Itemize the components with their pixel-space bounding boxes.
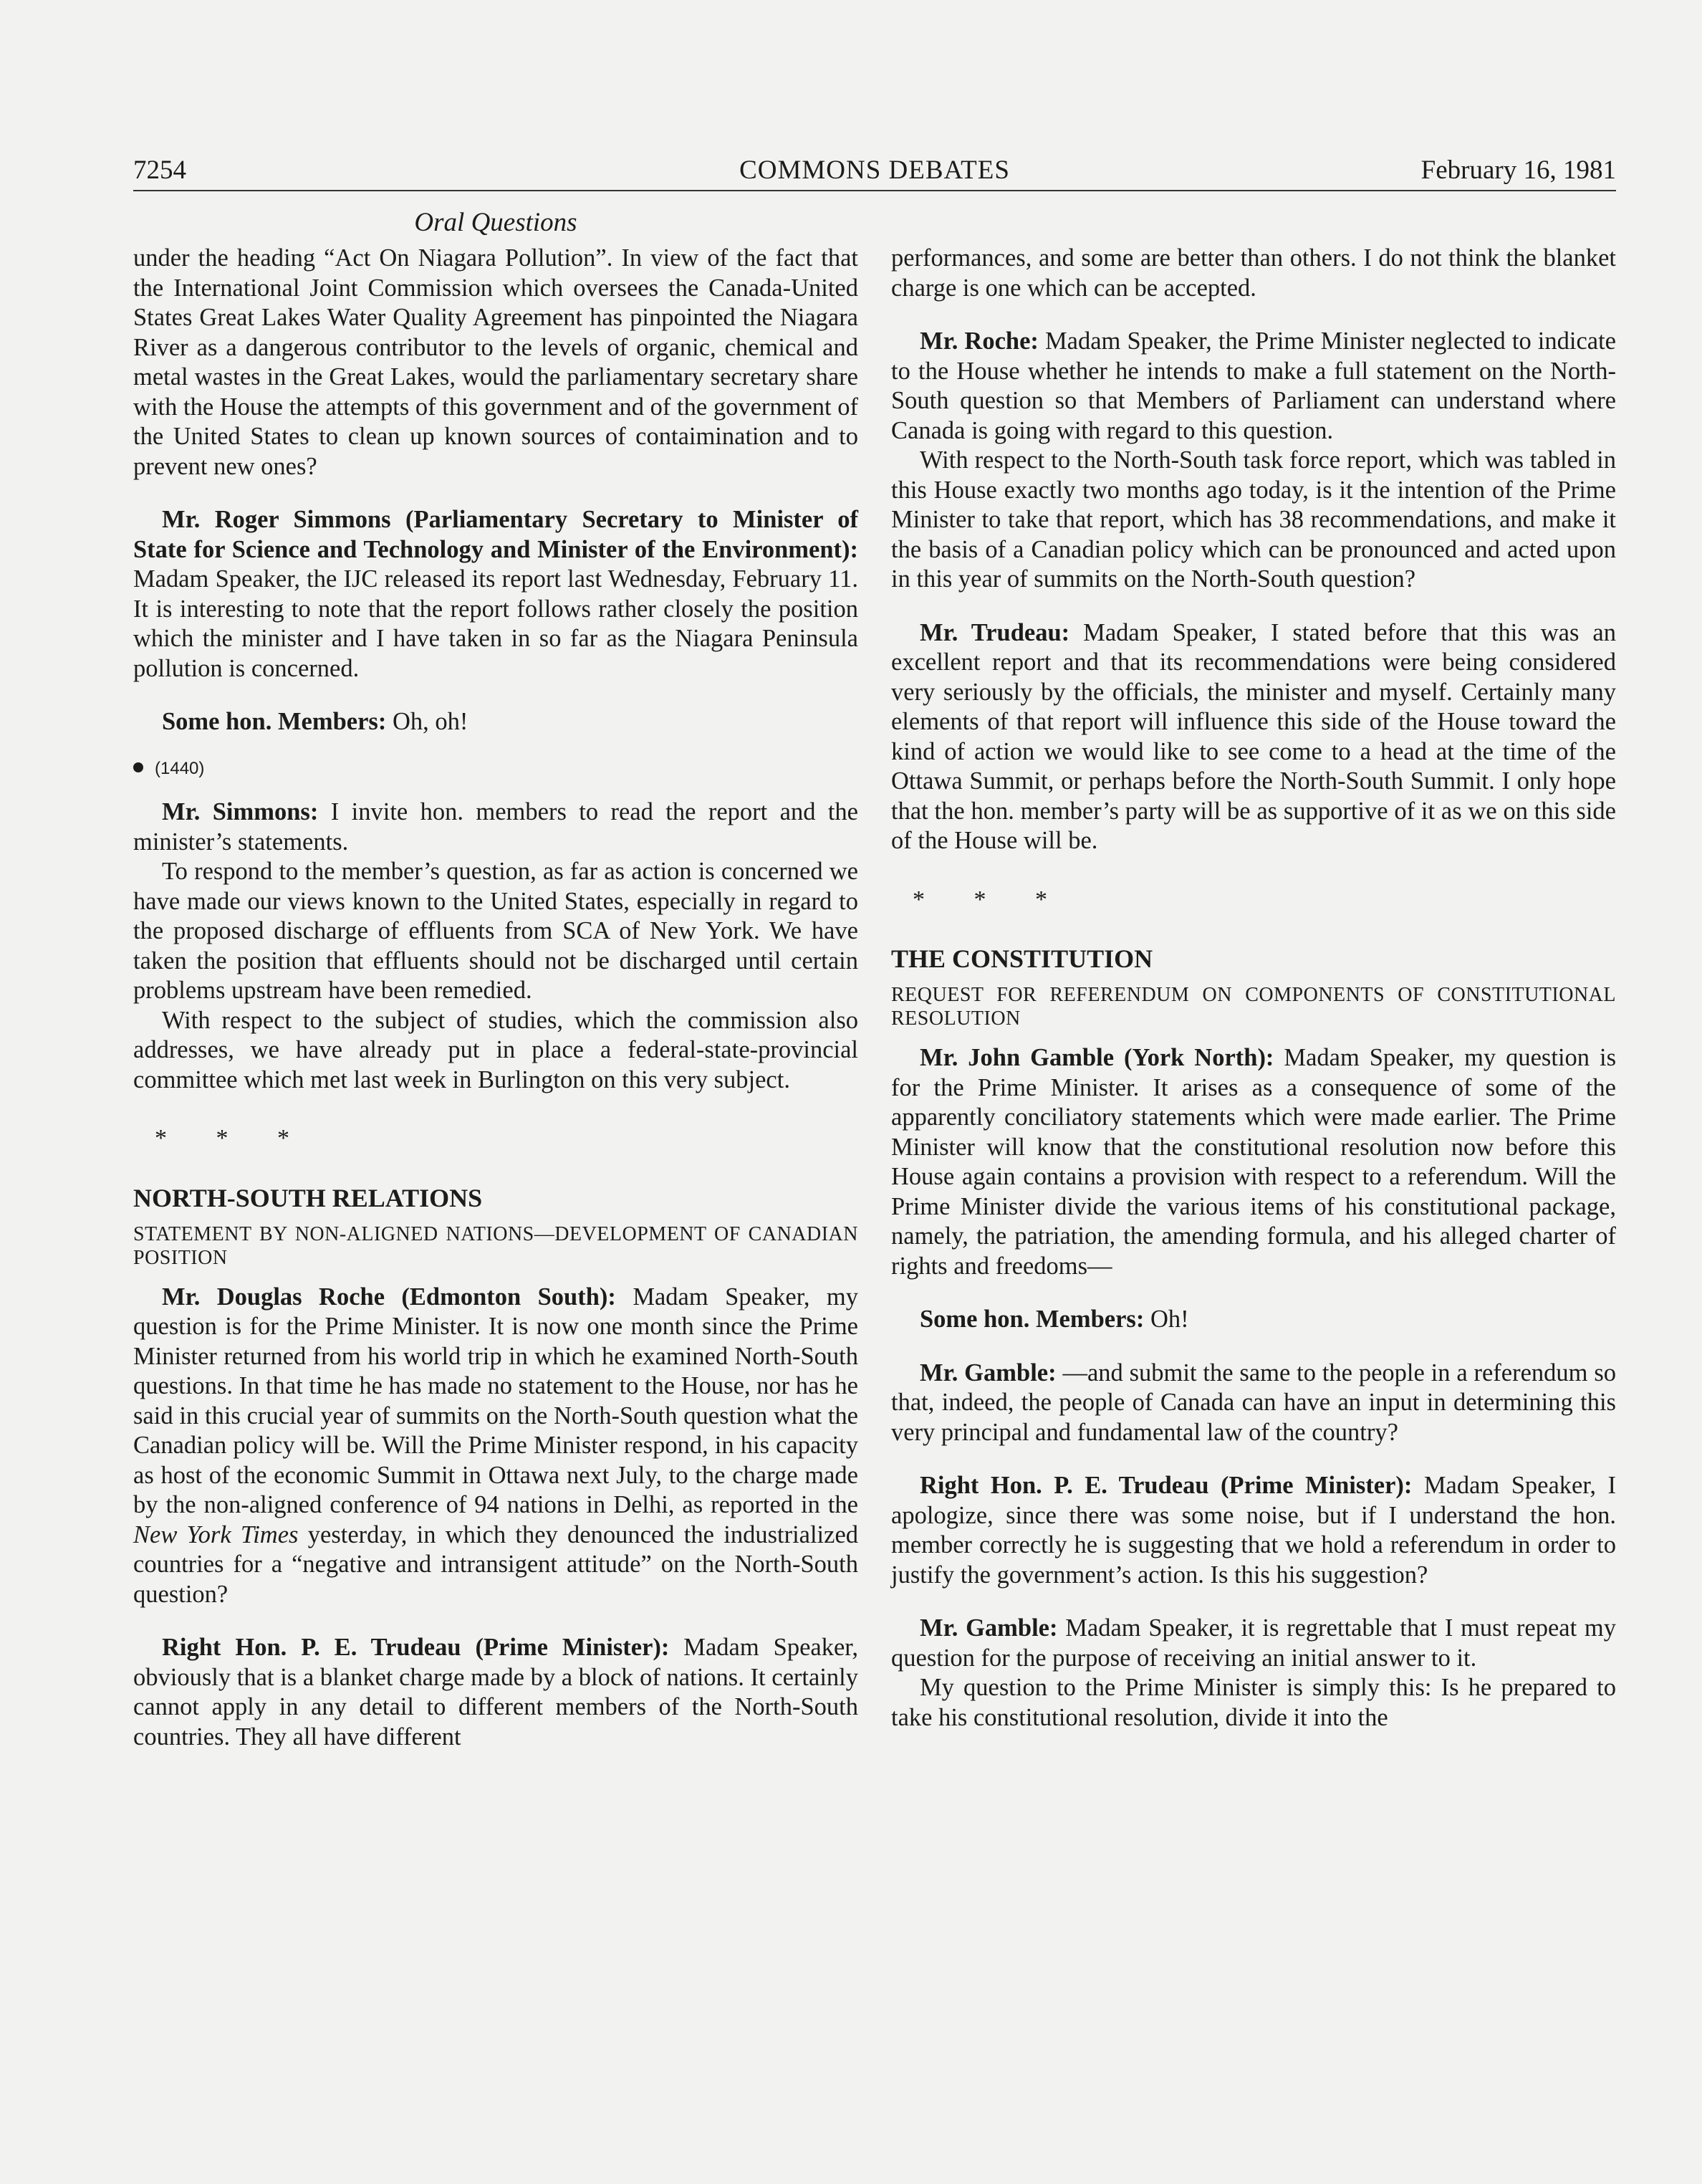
speech-roche [133,1283,858,1610]
speaker-name: Mr. Roche: [920,327,1039,355]
section-separator: * * * [913,886,1069,913]
speaker-name: Mr. Roger Simmons (Parliamentary Secretary to Minister of State for Science and Technology and Minister of the Environment): [133,506,858,563]
section-title: Oral Questions [414,208,577,237]
section-heading: NORTH-SOUTH RELATIONS [133,1183,483,1212]
speech-trudeau-2 [891,618,1616,856]
section-heading: THE CONSTITUTION [891,944,1153,973]
speech-trudeau-3 [891,1471,1616,1590]
speech-continuation: performances, and some are better than others. I do not think the blanket charge is one which can be accepted. [891,244,1616,302]
speech-text: Madam Speaker, the IJC released its report last Wednesday, February 11. It is interesting to note that the report follows rather closely the position which the minister and I have taken in so far as the Niagara Peninsula pollution is concerned. [133,565,858,682]
speech-text: Madam Speaker, it is regrettable that I must repeat my question for the purpose of receiving an initial answer to it. [891,1614,1617,1672]
speaker-name: Mr. Gamble: [920,1614,1058,1642]
speech-trudeau [133,1633,858,1752]
speech-text: Madam Speaker, I stated before that this was an excellent report and that its recommendations were being considered very seriously by the officials, the minister and myself. Certainly many elements of that report will influence this side of the House toward the kind of action we would like to see come to a head at the time of the Ottawa Summit, or perhaps before the North-South Summit. I only hope that the hon. member’s party will be as supportive of it as we on this side of the House will be. [891,618,1616,854]
header-rule [133,190,1616,191]
section-subheading: REQUEST FOR REFERENDUM ON COMPONENTS OF CONSTITUTIONAL RESOLUTION [891,984,1616,1030]
speech-gamble-3 [891,1614,1616,1673]
speaker-name: Some hon. Members: [920,1306,1145,1333]
speaker-name: Right Hon. P. E. Trudeau (Prime Minister): [162,1634,670,1661]
bullet-icon [133,762,143,772]
section-separator: * * * [155,1125,311,1151]
speaker-name: Mr. Trudeau: [920,618,1070,646]
speech-text: Madam Speaker, my question is for the Prime Minister. It is now one month since the Prime Minister returned from his world trip in which he examined North-South questions. In that time he has made no statement to the House, nor has he said in this crucial year of summits on the North-South question what the Canadian policy will be. Will the Prime Minister respond, in his capacity as host of the economic Summit in Ottawa next July, to the charge made by the non-aligned conference of 94 nations in Delhi, as reported in the [133,1283,858,1518]
paragraph-studies: With respect to the subject of studies, which the commission also addresses, we have already put in place a federal-state-provincial committee which met last week in Burlington on this very subject. [133,1006,858,1093]
speech-text: Madam Speaker, the Prime Minister neglected to indicate to the House whether he intends to make a full statement on the North-South question so that Members of Parliament can understand where Canada is going with regard to this question. [891,327,1616,444]
speech-gamble-2 [891,1359,1616,1448]
section-subheading: STATEMENT BY NON-ALIGNED NATIONS—DEVELOPMENT OF CANADIAN POSITION [133,1222,858,1269]
speech-gamble [891,1043,1616,1281]
question-continuation: under the heading “Act On Niagara Pollution”. In view of the fact that the International Joint Commission which oversees the Canada-United States Great Lakes Water Quality Agreement has pinpointed the Niagara River as a dangerous contributor to the levels of organic, chemical and metal wastes in the Great Lakes, would the parliamentary secretary share with the House the attempts of this government and of the government of the United States to clean up known sources of contaimination and to prevent new ones? [133,244,858,480]
speech-text: Madam Speaker, I apologize, since there was some noise, but if I understand the hon. member correctly he is suggesting that we hold a referendum in order to justify the government’s action. Is this his suggestion? [891,1472,1616,1589]
speech-text: yesterday, in which they denounced the industrialized countries for a “negative and intransigent attitude” on the North-South question? [133,1520,859,1608]
speaker-name: Right Hon. P. E. Trudeau (Prime Minister): [920,1472,1413,1499]
interjection-members [133,707,858,737]
speaker-name: Mr. Simmons: [162,798,319,825]
speaker-name: Mr. Gamble: [920,1359,1057,1386]
speech-text: Madam Speaker, my question is for the Prime Minister. It arises as a consequence of some of the apparently conciliatory statements which were made earlier. The Prime Minister will know that the constitutional resolution now before this House again contains a provision with respect to a referendum. Will the Prime Minister divide the various items of his constitutional package, namely, the patriation, the amending formula, and his alleged charter of rights and freedoms— [891,1044,1616,1280]
speech-text: Oh! [1144,1306,1189,1333]
speech-text: I invite hon. members to read the report and the minister’s statements. [133,798,858,856]
speech-simmons-2 [133,798,858,857]
page-number: 7254 [133,155,186,185]
speech-text: Oh, oh! [386,708,468,735]
right-column [891,244,1616,1733]
timestamp: (1440) [155,758,205,778]
speech-roche-2 [891,327,1616,446]
paragraph-taskforce: With respect to the North-South task force report, which was tabled in this House exactly two months ago today, is it the intention of the Prime Minister to take that report, which has 38 recommendations, and make it the basis of a Canadian policy which can be pronounced and acted upon in this year of summits on the North-South question? [891,446,1616,593]
speaker-name: Mr. John Gamble (York North): [920,1044,1274,1071]
running-header [133,152,1616,189]
speech-text: —and submit the same to the people in a referendum so that, indeed, the people of Canada can have an input in determining this very principal and fundamental law of the country? [891,1359,1616,1446]
speaker-name: Mr. Douglas Roche (Edmonton South): [162,1283,616,1311]
speaker-name: Some hon. Members: [162,708,387,735]
publication-title: COMMONS DEBATES [739,155,1010,185]
speech-simmons [133,505,858,684]
timestamp-marker [133,752,858,784]
left-column [133,244,858,1752]
header-date: February 16, 1981 [1420,155,1616,185]
paragraph-respond: To respond to the member’s question, as far as action is concerned we have made our views known to the United States, especially in regard to the proposed discharge of effluents from SCA of New York. We have taken the position that effluents should not be discharged until certain problems upstream have been remedied. [133,858,858,1004]
publication-reference: New York Times [133,1520,299,1548]
speech-text: Madam Speaker, obviously that is a blanket charge made by a block of nations. It certainly cannot apply in any detail to different members of the North-South countries. They all have different [133,1634,858,1750]
interjection-members [891,1305,1616,1335]
paragraph-final: My question to the Prime Minister is simply this: Is he prepared to take his constitutional resolution, divide it into the [891,1674,1616,1731]
